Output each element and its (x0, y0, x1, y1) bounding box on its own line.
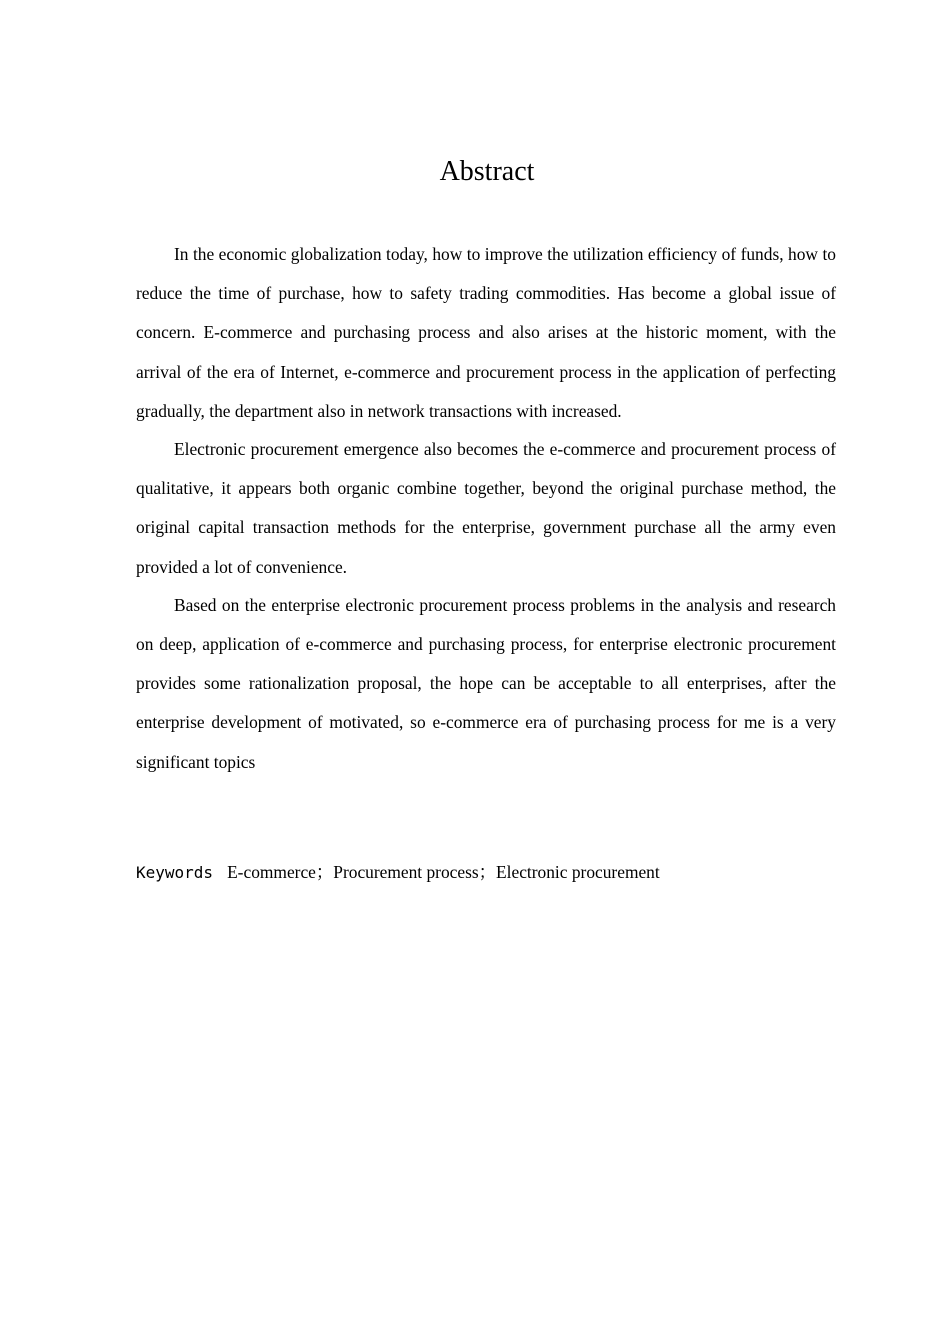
keywords-text: E-commerce；Procurement process；Electronic procurement (227, 862, 660, 882)
keywords-label: Keywords (136, 863, 214, 882)
paragraph: Electronic procurement emergence also becomes the e-commerce and procurement process of qualitative, it appears both organic combine together, beyond the original purchase method, the original capital transaction methods for the enterprise, government purchase all the army even provided a lot of convenience. (136, 439, 836, 577)
keywords-line (136, 857, 836, 888)
paragraph: Based on the enterprise electronic procurement process problems in the analysis and research on deep, application of e-commerce and purchasing process, for enterprise electronic procurement provides some rationalization proposal, the hope can be acceptable to all enterprises, after the enterprise development of motivated, so e-commerce era of purchasing process for me is a very significant topics (136, 594, 836, 772)
page-title: Abstract (439, 156, 535, 187)
abstract-body (136, 235, 836, 781)
paragraph: In the economic globalization today, how to improve the utilization efficiency of funds, how to reduce the time of purchase, how to safety trading commodities. Has become a global issue of concern. E-commerce and purchasing process and also arises at the historic moment, with the arrival of the era of Internet, e-commerce and procurement process in the application of perfecting gradually, the department also in network transactions with increased. (136, 244, 836, 421)
